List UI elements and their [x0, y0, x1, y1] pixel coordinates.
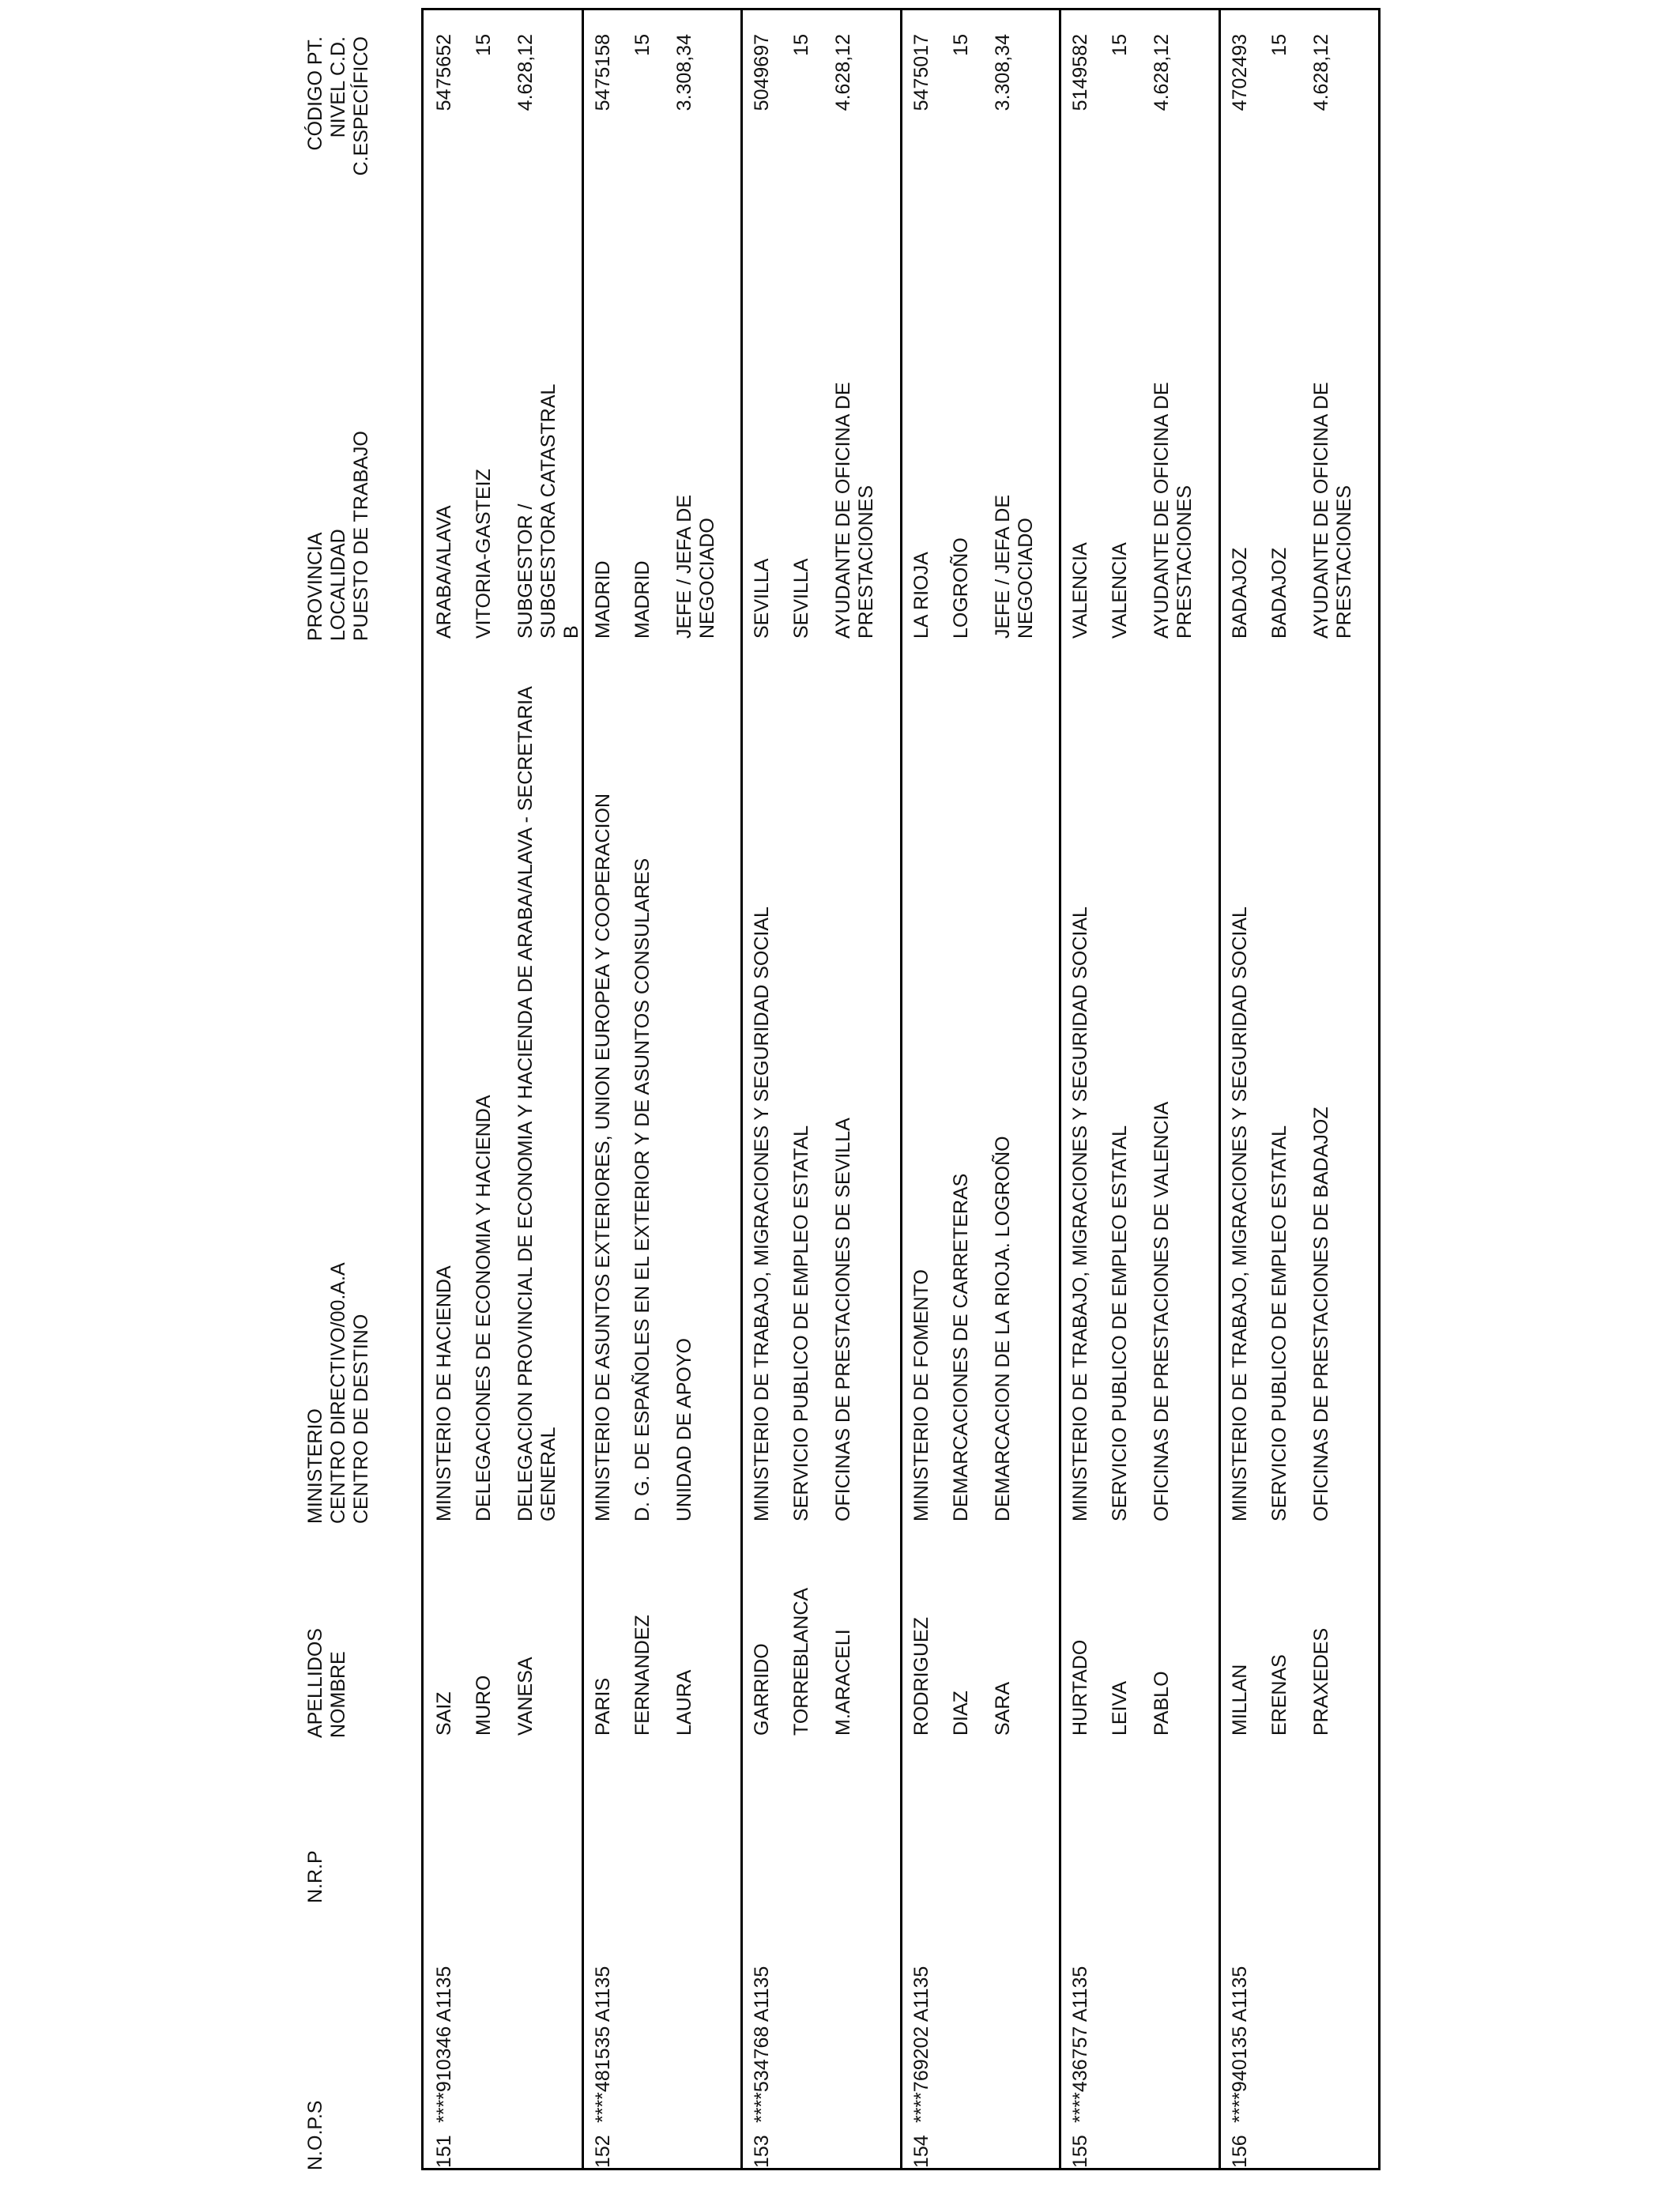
codigo-pt: 5475652 — [433, 34, 455, 111]
nivel-cd: 15 — [473, 34, 495, 56]
table-row — [582, 10, 740, 2168]
nops: 155 — [1069, 2135, 1091, 2168]
centro-destino: OFICINAS DE PRESTACIONES DE SEVILLA — [832, 1118, 854, 1521]
c-especifico: 4.628,12 — [1310, 34, 1332, 111]
c-especifico: 4.628,12 — [832, 34, 854, 111]
ministerio: MINISTERIO DE TRABAJO, MIGRACIONES Y SEGURIDAD SOCIAL — [1229, 907, 1251, 1521]
apellido-1: MILLAN — [1229, 1664, 1251, 1736]
header-centro-directivo: CENTRO DIRECTIVO/00.A.A — [327, 1262, 349, 1524]
centro-destino: UNIDAD DE APOYO — [673, 1338, 695, 1521]
ministerio: MINISTERIO DE FOMENTO — [910, 1269, 932, 1521]
centro-destino: DELEGACION PROVINCIAL DE ECONOMIA Y HACIENDA DE ARABA/ALAVA - SECRETARIA GENERAL — [514, 687, 559, 1521]
centro-directivo: DEMARCACIONES DE CARRETERAS — [950, 1173, 972, 1521]
provincia: BADAJOZ — [1229, 547, 1251, 639]
apellido-2: MURO — [473, 1675, 495, 1736]
c-especifico: 3.308,34 — [992, 34, 1014, 111]
nombre: SARA — [992, 1681, 1014, 1736]
puesto: AYUDANTE DE OFICINA DE PRESTACIONES — [1151, 382, 1196, 639]
localidad: VALENCIA — [1109, 542, 1131, 639]
header-centro-destino: CENTRO DE DESTINO — [350, 1314, 372, 1524]
header-provincia: PROVINCIA — [304, 532, 326, 641]
nivel-cd: 15 — [1109, 34, 1131, 56]
header-nrp: N.R.P — [304, 1850, 326, 1903]
nombre: PABLO — [1151, 1671, 1173, 1736]
apellido-2: DIAZ — [950, 1691, 972, 1736]
localidad: LOGROÑO — [950, 537, 972, 639]
puesto: AYUDANTE DE OFICINA DE PRESTACIONES — [832, 382, 877, 639]
localidad: SEVILLA — [790, 558, 812, 639]
header-localidad: LOCALIDAD — [327, 529, 349, 641]
codigo-pt: 5049697 — [751, 34, 773, 111]
centro-directivo: SERVICIO PUBLICO DE EMPLEO ESTATAL — [790, 1125, 812, 1521]
nombre: M.ARACELI — [832, 1629, 854, 1736]
nops: 154 — [910, 2135, 932, 2168]
nivel-cd: 15 — [1268, 34, 1290, 56]
table-row — [901, 10, 1059, 2168]
records-table — [421, 8, 1381, 2170]
nops: 152 — [592, 2135, 614, 2168]
nops: 156 — [1229, 2135, 1251, 2168]
puesto: JEFE / JEFA DE NEGOCIADO — [673, 495, 718, 639]
puesto: AYUDANTE DE OFICINA DE PRESTACIONES — [1310, 382, 1355, 639]
centro-directivo: D. G. DE ESPAÑOLES EN EL EXTERIOR Y DE ASUNTOS CONSULARES — [631, 858, 654, 1521]
provincia: ARABA/ALAVA — [433, 505, 455, 639]
apellido-1: RODRIGUEZ — [910, 1617, 932, 1736]
apellido-1: GARRIDO — [751, 1643, 773, 1736]
apellido-1: PARIS — [592, 1677, 614, 1736]
localidad: MADRID — [631, 560, 654, 639]
nrp: ****481535 A1135 — [592, 1966, 614, 2123]
centro-directivo: SERVICIO PUBLICO DE EMPLEO ESTATAL — [1109, 1125, 1131, 1521]
nops: 153 — [751, 2135, 773, 2168]
nombre: VANESA — [514, 1657, 537, 1736]
nombre: LAURA — [673, 1669, 695, 1736]
table-row — [424, 10, 582, 2168]
provincia: VALENCIA — [1069, 542, 1091, 639]
apellido-2: ERENAS — [1268, 1654, 1290, 1736]
ministerio: MINISTERIO DE TRABAJO, MIGRACIONES Y SEGURIDAD SOCIAL — [751, 907, 773, 1521]
centro-destino: OFICINAS DE PRESTACIONES DE BADAJOZ — [1310, 1106, 1332, 1521]
centro-destino: OFICINAS DE PRESTACIONES DE VALENCIA — [1151, 1101, 1173, 1521]
nrp: ****534768 A1135 — [751, 1966, 773, 2123]
provincia: LA RIOJA — [910, 552, 932, 639]
header-codigo-pt: CÓDIGO PT. — [304, 36, 326, 151]
nivel-cd: 15 — [631, 34, 654, 56]
header-puesto: PUESTO DE TRABAJO — [350, 431, 372, 641]
nivel-cd: 15 — [790, 34, 812, 56]
puesto: SUBGESTOR / SUBGESTORA CATASTRAL B — [514, 384, 582, 639]
header-apellidos: APELLIDOS — [304, 1628, 326, 1738]
header-c-especifico: C.ESPECÍFICO — [350, 36, 372, 176]
apellido-1: SAIZ — [433, 1691, 455, 1736]
table-row — [1060, 10, 1218, 2168]
ministerio: MINISTERIO DE HACIENDA — [433, 1265, 455, 1521]
provincia: SEVILLA — [751, 558, 773, 639]
localidad: VITORIA-GASTEIZ — [473, 469, 495, 639]
c-especifico: 4.628,12 — [514, 34, 537, 111]
codigo-pt: 4702493 — [1229, 34, 1251, 111]
nivel-cd: 15 — [950, 34, 972, 56]
nrp: ****940135 A1135 — [1229, 1966, 1251, 2123]
header-ministerio: MINISTERIO — [304, 1408, 326, 1524]
nops: 151 — [433, 2135, 455, 2168]
header-nops: N.O.P.S — [304, 2100, 326, 2170]
centro-directivo: SERVICIO PUBLICO DE EMPLEO ESTATAL — [1268, 1125, 1290, 1521]
apellido-2: TORREBLANCA — [790, 1587, 812, 1736]
nrp: ****436757 A1135 — [1069, 1966, 1091, 2123]
ministerio: MINISTERIO DE ASUNTOS EXTERIORES, UNION EUROPEA Y COOPERACION — [592, 793, 614, 1521]
nombre: PRAXEDES — [1310, 1627, 1332, 1736]
centro-directivo: DELEGACIONES DE ECONOMIA Y HACIENDA — [473, 1095, 495, 1521]
apellido-2: LEIVA — [1109, 1680, 1131, 1736]
header-nombre: NOMBRE — [327, 1651, 349, 1738]
header-nivel-cd: NIVEL C.D. — [327, 36, 349, 138]
codigo-pt: 5149582 — [1069, 34, 1091, 111]
table-row — [741, 10, 899, 2168]
table-row — [1219, 10, 1377, 2168]
c-especifico: 3.308,34 — [673, 34, 695, 111]
nrp: ****910346 A1135 — [433, 1966, 455, 2123]
centro-destino: DEMARCACION DE LA RIOJA. LOGROÑO — [992, 1136, 1014, 1521]
nrp: ****769202 A1135 — [910, 1966, 932, 2123]
ministerio: MINISTERIO DE TRABAJO, MIGRACIONES Y SEGURIDAD SOCIAL — [1069, 907, 1091, 1521]
codigo-pt: 5475158 — [592, 34, 614, 111]
codigo-pt: 5475017 — [910, 34, 932, 111]
c-especifico: 4.628,12 — [1151, 34, 1173, 111]
provincia: MADRID — [592, 560, 614, 639]
apellido-1: HURTADO — [1069, 1639, 1091, 1736]
localidad: BADAJOZ — [1268, 547, 1290, 639]
puesto: JEFE / JEFA DE NEGOCIADO — [992, 495, 1037, 639]
apellido-2: FERNANDEZ — [631, 1615, 654, 1736]
